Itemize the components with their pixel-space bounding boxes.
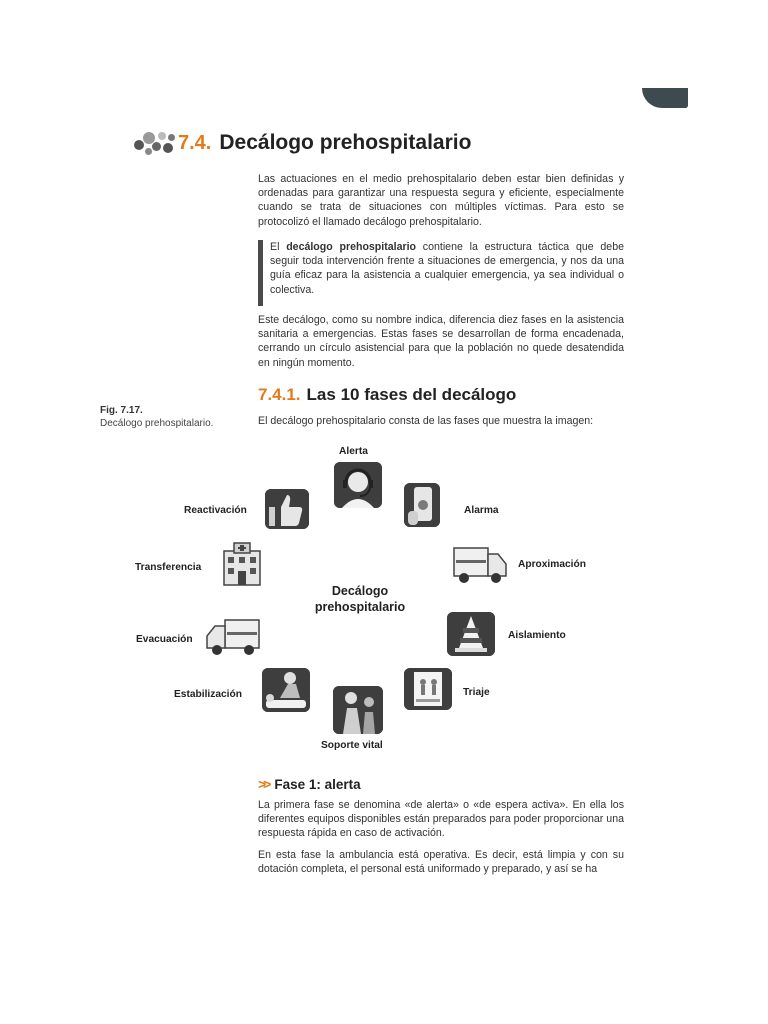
phase-label-reactivacion: Reactivación: [184, 505, 247, 516]
hospital-icon: [220, 541, 266, 587]
phase-label-aproximacion: Aproximación: [518, 559, 586, 570]
center-title-line1: Decálogo: [331, 584, 389, 598]
fase1-heading: [258, 776, 361, 792]
triage-card-icon: [404, 668, 452, 710]
phase-label-aislamiento: Aislamiento: [508, 630, 566, 641]
patient-care-icon: [262, 668, 310, 712]
section-number: 7.4.: [178, 131, 212, 154]
callout-bar: [258, 240, 263, 306]
thumbs-up-icon: [265, 489, 309, 529]
subsection-number: 7.4.1.: [258, 385, 301, 404]
phase-label-soporte-vital: Soporte vital: [321, 740, 383, 751]
page-corner-tab: [642, 88, 688, 108]
callout-text: [270, 240, 624, 297]
bubbles-icon: [132, 128, 178, 158]
center-title-line2: prehospitalario: [314, 599, 406, 614]
diagram-center-title: [300, 584, 420, 615]
callout-text-start: El: [270, 241, 287, 253]
subsection-title: Las 10 fases del decálogo: [306, 385, 517, 404]
traffic-cone-icon: [447, 612, 495, 656]
intro-paragraph: Las actuaciones en el medio prehospitalario deben estar bien definidas y ordenadas para garantizar una respuesta segura y eficiente, especialmente cuando se trata de situaciones con múltiples víctimas. Para esto se protocolizó el llamado decálogo prehospitalario.: [258, 173, 624, 228]
subsection-heading: [258, 385, 516, 405]
fase1-paragraph1: La primera fase se denomina «de alerta» o «de espera activa». En ella los diferentes equipos disponibles están preparados para poder proporcionar una respuesta rápida en caso de activación.: [258, 799, 624, 840]
cpr-icon: [333, 686, 383, 734]
callout-bold-term: decálogo prehospitalario: [286, 241, 417, 253]
second-paragraph: Este decálogo, como su nombre indica, diferencia diez fases en la asistencia sanitaria a emergencias. Estas fases se desarrollan de forma encadenada, cerrando un círculo asistencial para que la población no quede desatendida en ningún momento.: [258, 314, 624, 369]
chevrons-icon: >>: [258, 776, 269, 792]
callout-box: [258, 240, 624, 297]
phase-label-evacuacion: Evacuación: [136, 634, 193, 645]
fase1-paragraph2: En esta fase la ambulancia está operativa. Es decir, está limpia y con su dotación completa, el personal está uniformado y preparado, y así se ha: [258, 849, 624, 876]
ambulance-icon: [452, 542, 508, 586]
figure-number: Fig. 7.17.: [100, 405, 143, 416]
section-title: Decálogo prehospitalario: [219, 131, 472, 154]
callout-text-end: contiene la estructura táctica que debe seguir toda intervención frente a situaciones de emergencia, y nos da una guía eficaz para la asistencia a cualquier emergencia, ya sea individual o colectiva.: [270, 241, 624, 296]
phase-label-alerta: Alerta: [339, 446, 368, 457]
phase-label-transferencia: Transferencia: [135, 562, 202, 573]
fase1-title: Fase 1: alerta: [274, 776, 361, 792]
figure-caption-text: Decálogo prehospitalario.: [100, 418, 214, 429]
phase-label-triaje: Triaje: [463, 687, 490, 698]
figure-intro: El decálogo prehospitalario consta de las fases que muestra la imagen:: [258, 415, 594, 427]
phase-label-estabilizacion: Estabilización: [174, 689, 242, 700]
figure-caption: [100, 404, 213, 430]
mobile-phone-icon: [404, 483, 440, 527]
phase-label-alarma: Alarma: [464, 505, 499, 516]
operator-headset-icon: [334, 462, 382, 508]
section-heading: [132, 128, 471, 158]
ambulance-icon: [205, 614, 261, 658]
